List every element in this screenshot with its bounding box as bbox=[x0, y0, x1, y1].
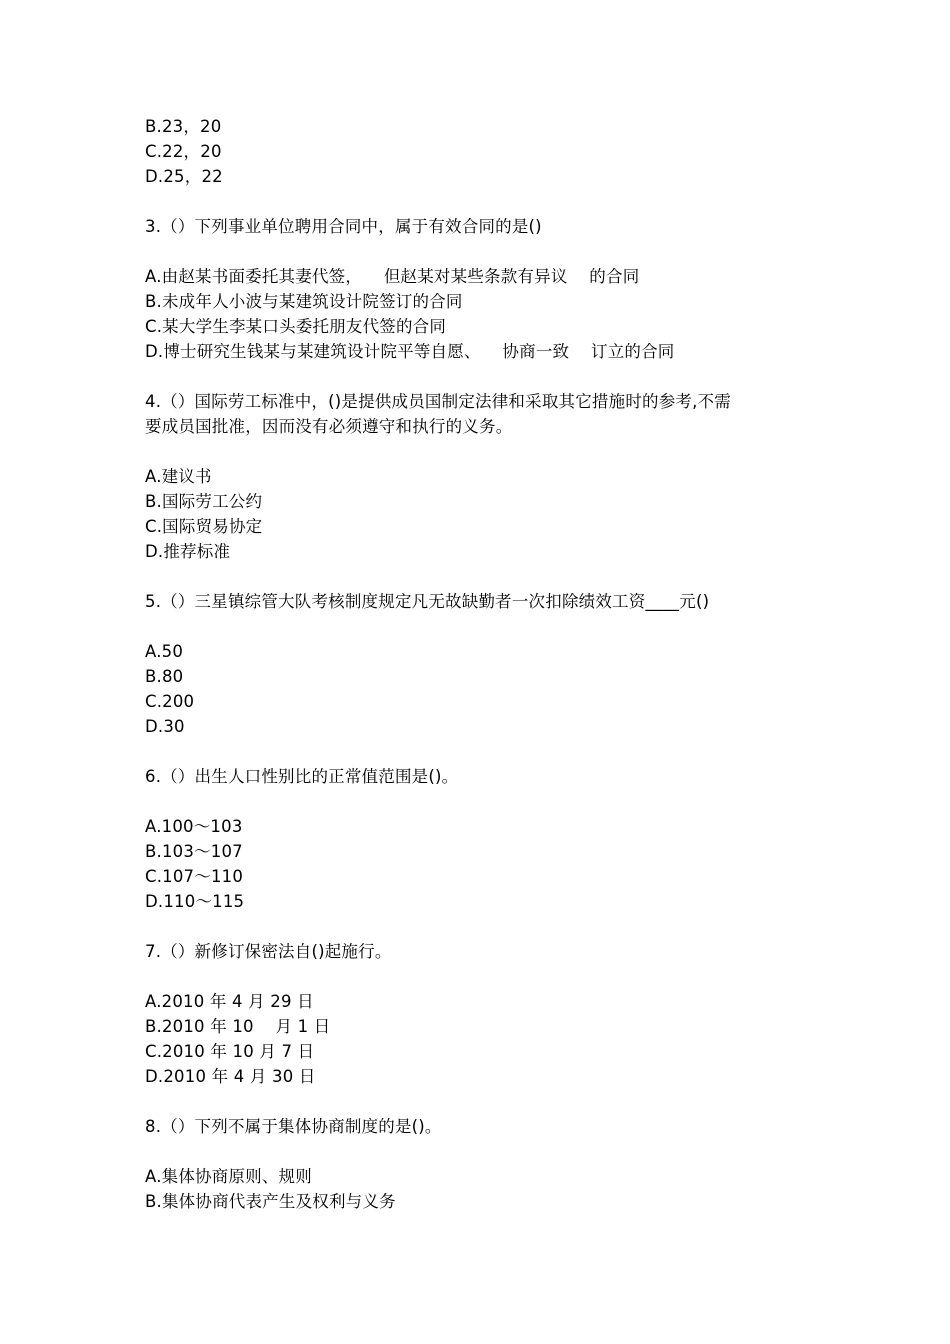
option-line: C.国际贸易协定 bbox=[145, 517, 263, 536]
question-text: 5.（）三星镇综管大队考核制度规定凡无故缺勤者一次扣除绩效工资____元() bbox=[145, 592, 710, 611]
option-line: C.107～110 bbox=[145, 867, 244, 886]
question-text: 8.（）下列不属于集体协商制度的是()。 bbox=[145, 1117, 442, 1136]
question-5 bbox=[145, 589, 825, 739]
question-3 bbox=[145, 214, 825, 364]
question-text: 3.（）下列事业单位聘用合同中，属于有效合同的是() bbox=[145, 217, 542, 236]
option-line: B.集体协商代表产生及权利与义务 bbox=[145, 1192, 396, 1211]
option-line: D.推荐标准 bbox=[145, 542, 231, 561]
question-text: 7.（）新修订保密法自()起施行。 bbox=[145, 942, 392, 961]
question-6 bbox=[145, 764, 825, 914]
option-line: B.国际劳工公约 bbox=[145, 492, 263, 511]
option-line: B.103～107 bbox=[145, 842, 243, 861]
question-text: 4.（）国际劳工标准中，()是提供成员国制定法律和采取其它措施时的参考,不需 bbox=[145, 392, 731, 411]
option-line: B.80 bbox=[145, 667, 184, 686]
option-line: A.100～103 bbox=[145, 817, 243, 836]
option-line: D.博士研究生钱某与某建筑设计院平等自愿、 协商一致 订立的合同 bbox=[145, 342, 675, 361]
question-8 bbox=[145, 1114, 825, 1214]
option-line: A.2010 年 4 月 29 日 bbox=[145, 992, 314, 1011]
option-line: C.某大学生李某口头委托朋友代签的合同 bbox=[145, 317, 447, 336]
option-line: B.2010 年 10 月 1 日 bbox=[145, 1017, 331, 1036]
option-line: A.50 bbox=[145, 642, 184, 661]
option-line: B.未成年人小波与某建筑设计院签订的合同 bbox=[145, 292, 463, 311]
option-line: D.110～115 bbox=[145, 892, 245, 911]
option-line: C.2010 年 10 月 7 日 bbox=[145, 1042, 315, 1061]
option-line: A.由赵某书面委托其妻代签， 但赵某对某些条款有异议 的合同 bbox=[145, 267, 640, 286]
option-line: D.2010 年 4 月 30 日 bbox=[145, 1067, 316, 1086]
option-line: A.建议书 bbox=[145, 467, 212, 486]
continued-options bbox=[145, 114, 825, 189]
option-line: A.集体协商原则、规则 bbox=[145, 1167, 312, 1186]
option-line: D.30 bbox=[145, 717, 185, 736]
option-line: C.22，20 bbox=[145, 142, 222, 161]
option-line: D.25，22 bbox=[145, 167, 223, 186]
question-text: 6.（）出生人口性别比的正常值范围是()。 bbox=[145, 767, 459, 786]
option-line: C.200 bbox=[145, 692, 195, 711]
option-line: B.23，20 bbox=[145, 117, 222, 136]
question-text: 要成员国批准，因而没有必须遵守和执行的义务。 bbox=[145, 417, 513, 436]
question-7 bbox=[145, 939, 825, 1089]
question-4 bbox=[145, 389, 825, 564]
page-content bbox=[145, 114, 825, 1214]
